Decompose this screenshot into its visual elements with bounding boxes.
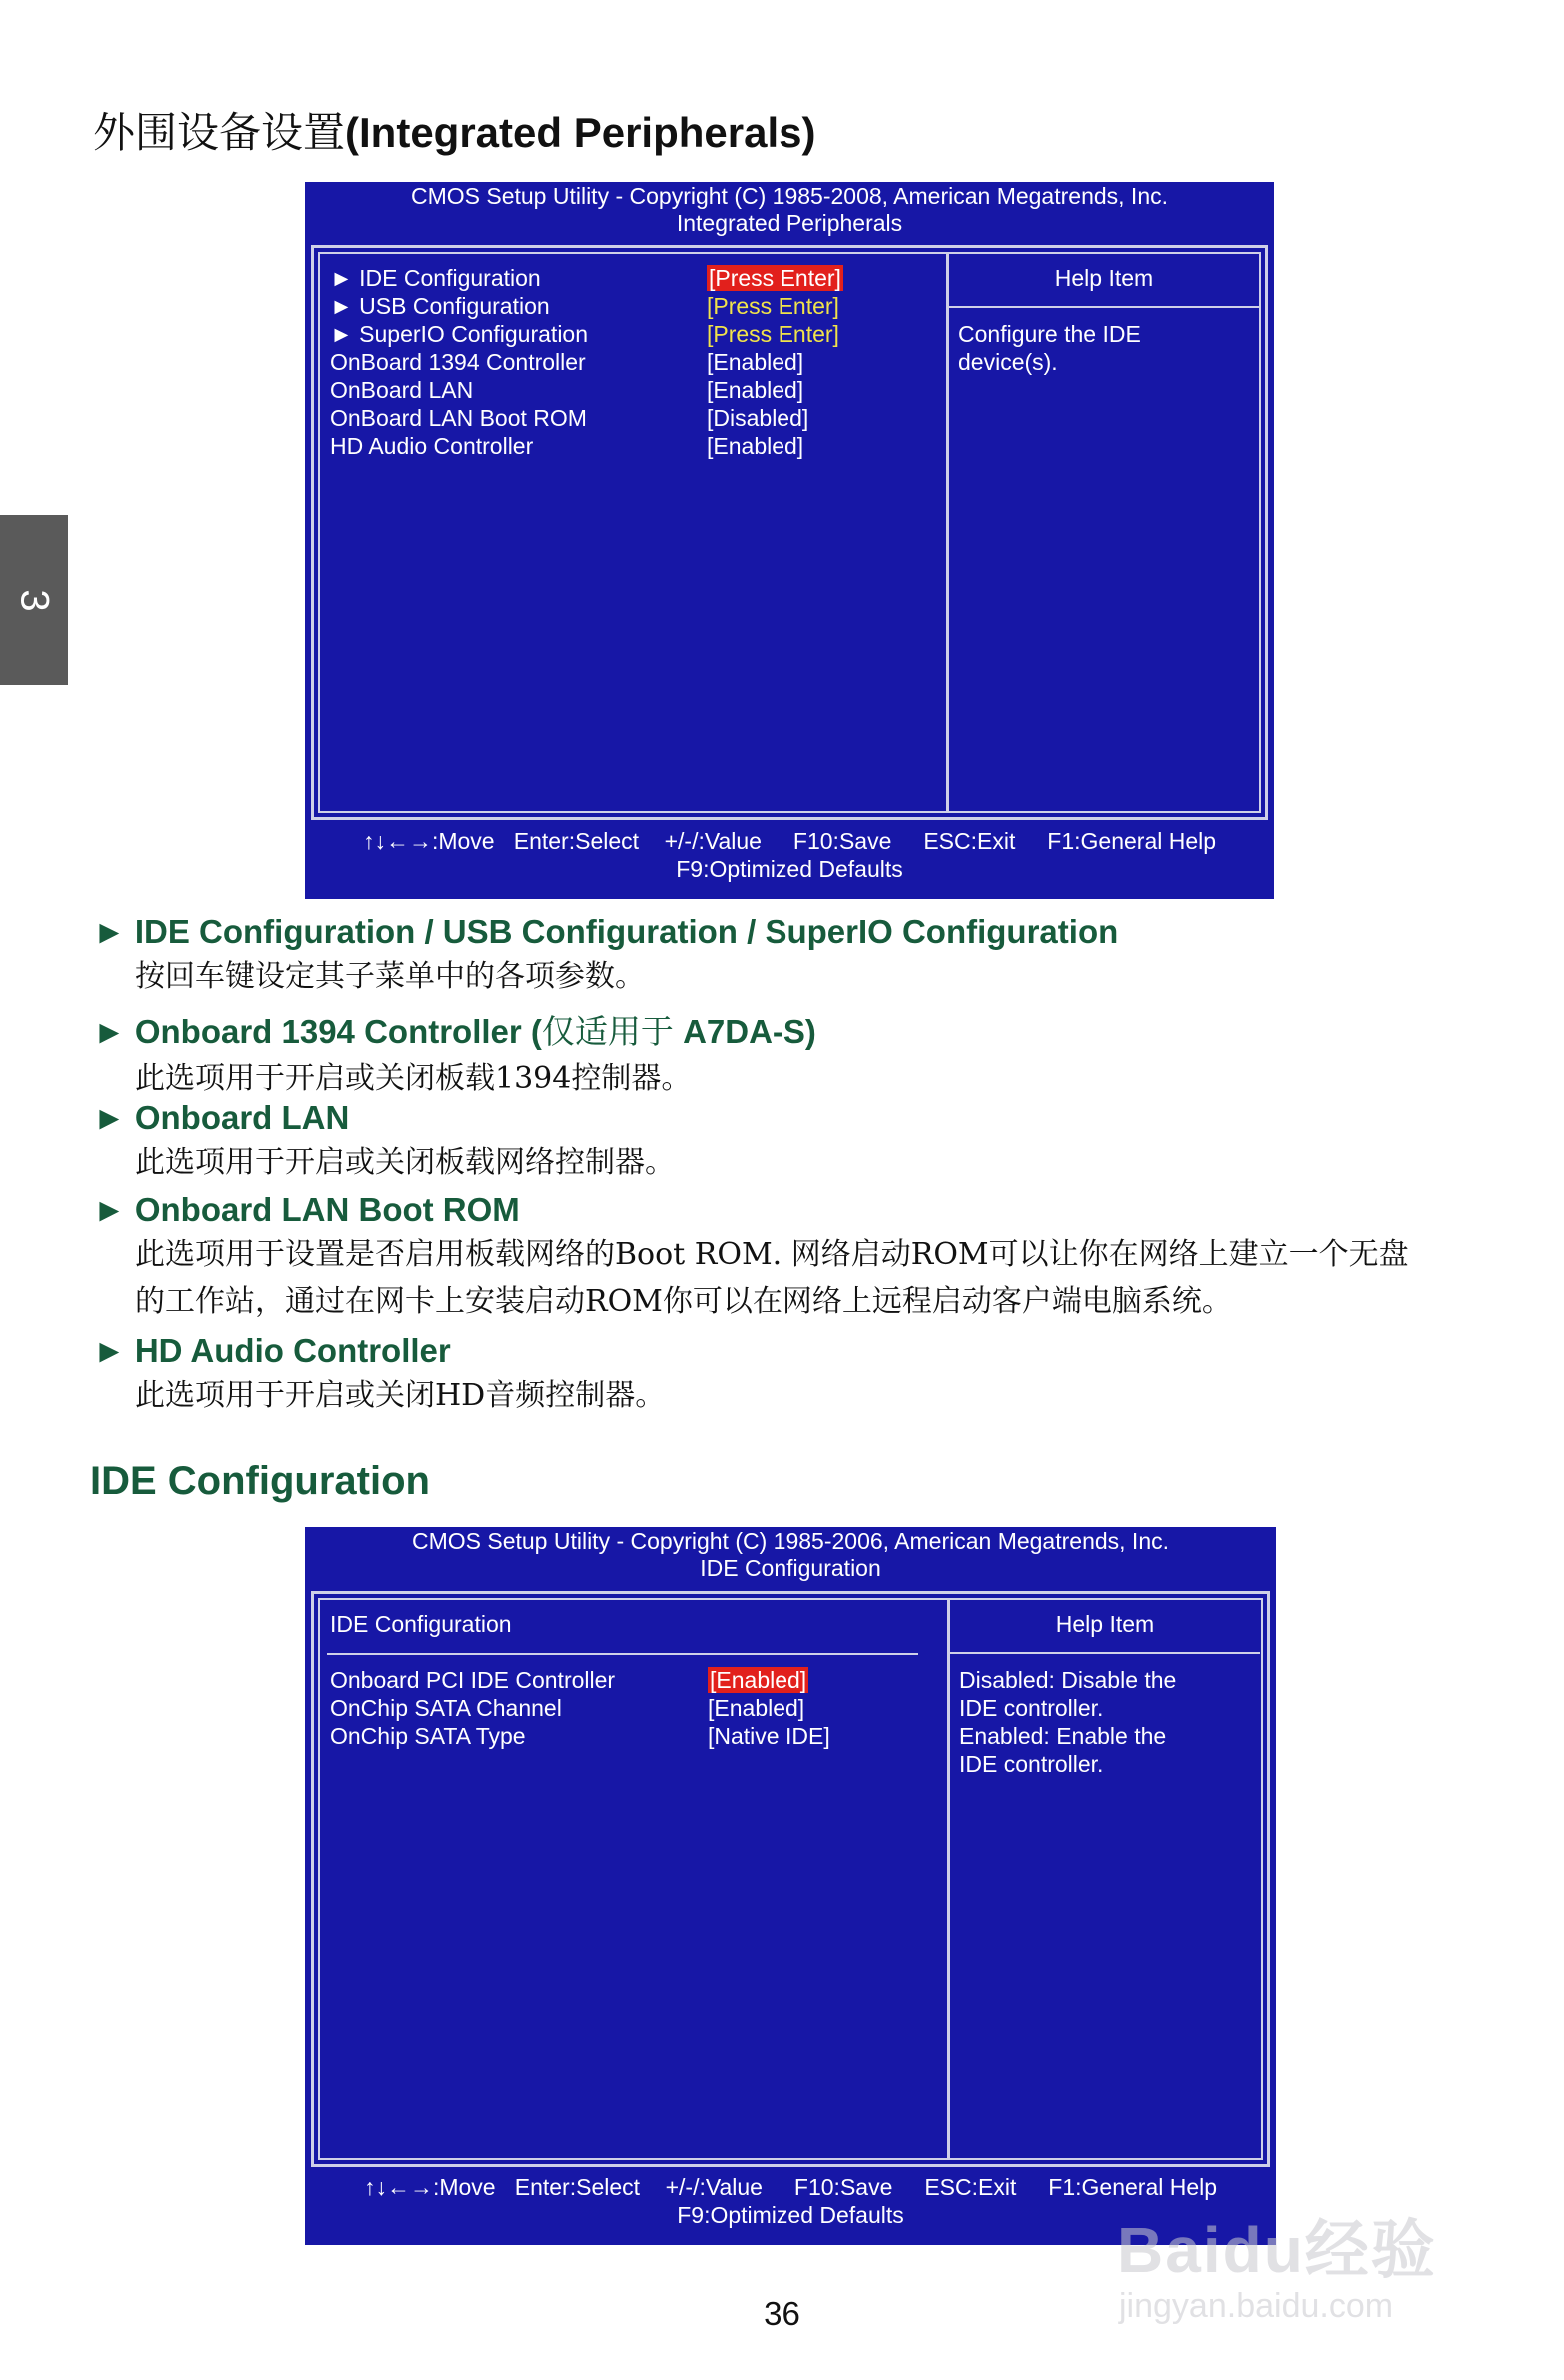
bios-panel-divider — [947, 1598, 950, 2158]
help-line-2: IDE controller. — [959, 1695, 1104, 1721]
help-line-3: Enabled: Enable the — [959, 1723, 1167, 1749]
baidu-watermark-url: jingyan.baidu.com — [1119, 2287, 1394, 2325]
bios-menu-item[interactable]: HD Audio Controller — [330, 433, 534, 459]
help-divider — [950, 1652, 1260, 1654]
desc-ide-usb-superio — [93, 913, 1118, 1000]
bios-header-copyright: CMOS Setup Utility - Copyright (C) 1985-2006, American Megatrends, Inc. — [411, 1528, 1170, 1554]
desc-text-line-1: 此选项用于设置是否启用板载网络的Boot ROM. 网络启动ROM可以让你在网络上建立一个无盘 — [135, 1237, 1409, 1272]
bios-menu-item[interactable]: ► USB Configuration — [330, 293, 550, 319]
bios-menu-item[interactable]: OnChip SATA Type — [330, 1723, 526, 1749]
bios-menu-value[interactable]: [Disabled] — [707, 405, 809, 431]
panel-title: IDE Configuration — [330, 1611, 512, 1637]
desc-text: 此选项用于开启或关闭板载网络控制器。 — [135, 1145, 675, 1180]
desc-onboard-1394 — [93, 1006, 816, 1102]
bios-menu-value[interactable]: [Enabled] — [708, 1695, 805, 1721]
bios-menu-value[interactable]: [Press Enter] — [707, 321, 839, 347]
bios-footer-keys: ↑↓←→:Move Enter:Select +/-/:Value F10:Save ESC:Exit F1:General Help — [362, 828, 1217, 854]
bios-menu-value[interactable]: [Native IDE] — [708, 1723, 830, 1749]
desc-text: 此选项用于开启或关闭板载1394控制器。 — [135, 1061, 692, 1096]
desc-text: 按回车键设定其子菜单中的各项参数。 — [135, 959, 645, 994]
bios-menu-item[interactable]: ► SuperIO Configuration — [330, 321, 589, 347]
bios-menu-value[interactable]: [Press Enter] — [707, 293, 839, 319]
panel-title-underline — [327, 1653, 918, 1655]
bios-menu-item[interactable]: OnBoard 1394 Controller — [330, 349, 586, 375]
bios-menu-value[interactable]: [Press Enter] — [709, 265, 841, 291]
desc-title: ► Onboard LAN Boot ROM — [93, 1191, 520, 1228]
desc-title: ► IDE Configuration / USB Configuration / SuperIO Configuration — [93, 913, 1119, 950]
bios-menu-item[interactable]: OnChip SATA Channel — [330, 1695, 562, 1721]
bios-panel-divider — [946, 252, 949, 811]
section-heading: IDE Configuration — [90, 1459, 430, 1503]
page-title-zh: 外围设备设置 — [93, 108, 346, 157]
bios-menu-value[interactable]: [Enabled] — [710, 1667, 807, 1693]
chapter-number: 3 — [12, 588, 57, 612]
desc-onboard-lan-boot-rom — [93, 1191, 1409, 1325]
page-number: 36 — [764, 2295, 800, 2332]
help-item-title: Help Item — [1054, 265, 1154, 291]
help-line-1: Configure the IDE — [958, 321, 1141, 347]
bios-menu-item[interactable]: OnBoard LAN — [330, 377, 474, 403]
bios-footer-keys: ↑↓←→:Move Enter:Select +/-/:Value F10:Save ESC:Exit F1:General Help — [363, 2174, 1218, 2200]
help-item-title: Help Item — [1055, 1611, 1155, 1637]
desc-title: ► Onboard 1394 Controller (仅适用于 A7DA-S) — [93, 1012, 816, 1051]
help-line-4: IDE controller. — [959, 1751, 1104, 1777]
desc-title: ► Onboard LAN — [93, 1099, 350, 1136]
bios-footer-defaults: F9:Optimized Defaults — [677, 2202, 904, 2228]
chapter-tab — [0, 515, 68, 685]
help-line-1: Disabled: Disable the — [959, 1667, 1177, 1693]
bios-screen-integrated-peripherals — [305, 182, 1274, 899]
desc-text: 此选项用于开启或关闭HD音频控制器。 — [135, 1378, 666, 1413]
bios-menu-item[interactable]: ► IDE Configuration — [330, 265, 541, 291]
bios-menu-value[interactable]: [Enabled] — [707, 377, 804, 403]
desc-title: ► HD Audio Controller — [93, 1332, 451, 1369]
desc-hd-audio — [93, 1332, 665, 1419]
desc-text-line-2: 的工作站，通过在网卡上安装启动ROM你可以在网络上远程启动客户端电脑系统。 — [135, 1284, 1232, 1319]
bios-header-title: IDE Configuration — [700, 1555, 881, 1581]
page-title — [93, 100, 815, 160]
bios-footer-defaults: F9:Optimized Defaults — [676, 856, 903, 882]
bios-header-copyright: CMOS Setup Utility - Copyright (C) 1985-2008, American Megatrends, Inc. — [410, 183, 1169, 209]
desc-onboard-lan — [93, 1099, 675, 1186]
bios-menu-value[interactable]: [Enabled] — [707, 433, 804, 459]
bios-menu-value[interactable]: [Enabled] — [707, 349, 804, 375]
bios-menu-item[interactable]: Onboard PCI IDE Controller — [330, 1667, 616, 1693]
page-title-en: (Integrated Peripherals) — [345, 109, 816, 156]
bios-screen-ide-configuration — [305, 1527, 1276, 2245]
bios-menu-item[interactable]: OnBoard LAN Boot ROM — [330, 405, 587, 431]
baidu-watermark: Baidu经验 — [1117, 2214, 1437, 2286]
bios-header-title: Integrated Peripherals — [676, 210, 903, 236]
help-divider — [949, 306, 1259, 308]
help-line-2: device(s). — [958, 349, 1058, 375]
